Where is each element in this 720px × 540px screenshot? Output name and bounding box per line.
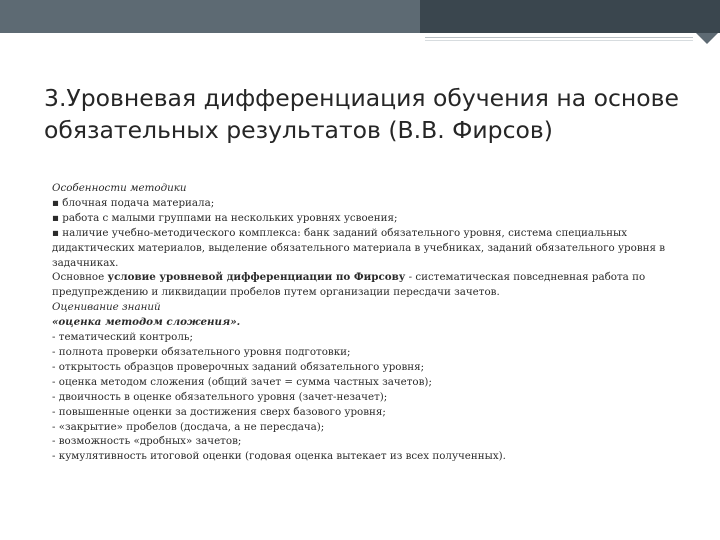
accent-line-secondary: [425, 40, 693, 41]
grading-item: - возможность «дробных» зачетов;: [52, 435, 242, 448]
condition-paragraph: [52, 270, 678, 300]
feature-item: ▪ работа с малыми группами на нескольких уровнях усвоения;: [52, 211, 398, 224]
feature-item: ▪ блочная подача материала;: [52, 196, 215, 209]
feature-item: ▪ наличие учебно-методического комплекса: банк заданий обязательного уровня, система специальных дидактических материалов, выделение обязательного материала в учебниках, заданий обязательного уровня в задачниках.: [52, 226, 666, 269]
condition-bold: условие уровневой дифференциации по Фирсову: [107, 271, 406, 284]
condition-suffix: - систематическая повседневная работа по предупреждению и ликвидации пробелов путем организации пересдачи зачетов.: [52, 271, 646, 299]
grading-item: - открытость образцов проверочных заданий обязательного уровня;: [52, 360, 425, 373]
grading-item: - кумулятивность итоговой оценки (годовая оценка вытекает из всех полученных).: [52, 450, 506, 463]
slide-body: [52, 181, 678, 464]
grading-method: «оценка методом сложения».: [52, 316, 241, 329]
grading-item: - тематический контроль;: [52, 331, 193, 344]
grading-item: - повышенные оценки за достижения сверх базового уровня;: [52, 405, 386, 418]
slide-title: 3.Уровневая дифференциация обучения на основе обязательных результатов (В.В. Фирсов): [44, 84, 679, 144]
grading-heading: Оценивание знаний: [52, 301, 161, 314]
accent-line: [425, 37, 693, 38]
grading-item: - «закрытие» пробелов (досдача, а не пересдача);: [52, 420, 325, 433]
ornament-triangle-icon: [694, 33, 720, 45]
condition-prefix: Основное: [52, 271, 108, 284]
header-dark-block: [420, 0, 720, 33]
grading-item: - полнота проверки обязательного уровня подготовки;: [52, 345, 351, 358]
grading-item: - двоичность в оценке обязательного уровня (зачет-незачет);: [52, 390, 388, 403]
features-heading: Особенности методики: [52, 182, 187, 194]
grading-item: - оценка методом сложения (общий зачет = сумма частных зачетов);: [52, 375, 432, 388]
